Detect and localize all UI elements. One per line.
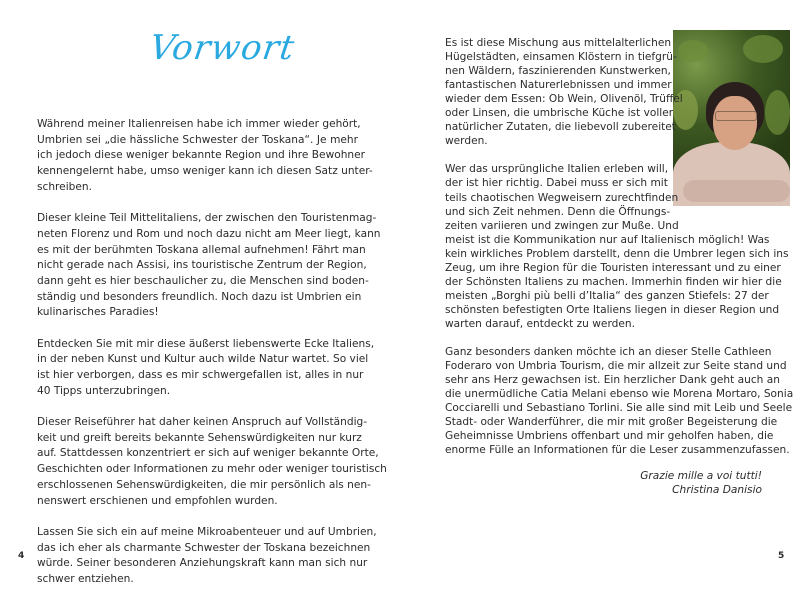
paragraph [37,117,373,195]
text-line: ist hier verborgen, dass es mir schwergefallen ist, alles in nur [37,369,364,381]
text-line: nen Wäldern, faszinierenden Kunstwerken, [445,65,671,78]
text-line: Dieser Reiseführer hat daher keinen Anspruch auf Vollständig- [37,416,368,429]
text-line: Entdecken Sie mit mir diese äußerst liebenswerte Ecke Italiens, [37,337,375,350]
text-line: Umbrien sei „die hässliche Schwester der Toskana“. Je mehr [37,133,358,146]
paragraph [37,211,381,321]
text-line: oder Linsen, die umbrische Küche ist voller [445,107,674,120]
text-line: der Schönsten Italiens zu machen. Immerhin finden wir hier die [445,275,782,288]
text-line: schönsten befestigten Orte Italiens liegen in dieser Region und [445,303,780,316]
text-line: Dieser kleine Teil Mittelitaliens, der zwischen den Touristenmag- [37,212,377,225]
text-line: nicht gerade nach Assisi, ins touristische Zentrum der Region, [37,259,367,272]
text-line: werden. [445,135,488,148]
paragraph [445,162,789,331]
text-line: schreiben. [37,180,92,193]
text-line: Hügelstädten, einsamen Klöstern in tiefgrü- [445,51,677,64]
text-line: fantastischen Naturerlebnissen und immer [445,79,672,92]
text-line: schwer entziehen. [37,572,134,585]
text-line: Wer das ursprüngliche Italien erleben will, [445,163,669,176]
right-text-column [445,36,794,471]
text-line: Geschichten oder Informationen zu mehr oder weniger touristisch [37,463,387,476]
paragraph [445,36,762,148]
text-line: Cocciarelli und Sebastiano Torlini. Sie alle sind mit Leib und Seele [445,402,793,415]
text-line: 40 Tipps unterzubringen. [37,384,171,397]
text-line: Geheimnisse Umbriens offenbart und mir geholfen haben, die [445,430,774,443]
signature-greeting: Grazie mille a voi tutti! [640,470,762,482]
text-line: wieder dem Essen: Ob Wein, Olivenöl, Trüffel [445,93,683,106]
paragraph [445,345,794,457]
text-line: es mit der berühmten Toskana allemal aufnehmen! Fährt man [37,243,366,256]
signature-name: Christina Danisio [672,484,762,496]
text-line: kennengelernt habe, umso weniger kann ich diesen Satz unter- [37,165,373,178]
text-line: erschlossenen Sehenswürdigkeiten, die mir persönlich als nen- [37,478,371,491]
page-number-right: 5 [778,551,785,561]
text-line: Stadt- oder Wanderführer, die mir mit großer Begeisterung die [445,416,778,429]
signature [445,469,762,497]
text-line: der ist hier richtig. Dabei muss er sich mit [445,177,668,190]
text-line: nenswert erschienen und empfohlen wurden. [37,494,278,507]
text-line: Lassen Sie sich ein auf meine Mikroabenteuer und auf Umbrien, [37,525,377,538]
text-line: Während meiner Italienreisen habe ich immer wieder gehört, [37,118,361,130]
right-page [400,0,800,574]
paragraph [37,415,387,509]
chapter-title: Vorwort [147,28,298,68]
left-text-column [37,117,387,603]
text-line: Zeug, um ihre Region für die Touristen interessant und zu einer [445,261,781,274]
text-line: ständig und besonders freundlich. Noch dazu ist Umbrien ein [37,290,362,303]
text-line: kein wirkliches Problem darstellt, denn die Umbrer legen sich ins [445,247,789,260]
text-line: würde. Seiner besonderen Anziehungskraft kann man sich nur [37,557,368,570]
text-line: meist ist die Kommunikation nur auf Italienisch möglich! Was [445,233,770,246]
text-line: in der neben Kunst und Kultur auch wilde Natur wartet. So viel [37,353,369,366]
text-line: Es ist diese Mischung aus mittelalterlichen [445,37,672,49]
text-line: die unermüdliche Catia Melani ebenso wie Morena Mortaro, Sonia [445,388,794,401]
text-line: teils chaotischen Wegweisern zurechtfinden [445,191,679,204]
text-line: ich jedoch diese weniger bekannte Region und ihre Bewohner [37,149,366,162]
text-line: dann geht es hier beschaulicher zu, die Menschen sind boden- [37,274,369,287]
text-line: natürlicher Zutaten, die liebevoll zubereitet [445,121,676,134]
text-line: und sich Zeit nehmen. Denn die Öffnungs- [445,205,671,218]
left-page [0,0,400,585]
text-line: keit und greift bereits bekannte Sehenswürdigkeiten nur kurz [37,431,362,444]
text-line: Ganz besonders danken möchte ich an dieser Stelle Cathleen [445,346,772,359]
text-line: kulinarisches Paradies! [37,306,159,319]
text-line: das ich eher als charmante Schwester der Toskana bezeichnen [37,541,371,554]
paragraph [37,525,377,588]
text-line: meisten „Borghi più belli d’Italia“ des ganzen Stiefels: 27 der [445,289,769,302]
paragraph [37,337,375,400]
text-line: auf. Stattdessen konzentriert er sich auf weniger bekannte Orte, [37,447,379,460]
page-number-left: 4 [18,551,25,561]
text-line: zeiten variieren und zwingen zur Muße. Und [445,219,679,232]
text-line: warten darauf, entdeckt zu werden. [445,317,635,330]
text-line: Foderaro von Umbria Tourism, die mir allzeit zur Seite stand und [445,360,787,373]
text-line: enorme Fülle an Informationen für die Leser zusammenzufassen. [445,444,790,457]
text-line: sehr ans Herz gewachsen ist. Ein herzlicher Dank geht auch an [445,374,780,387]
text-line: neten Florenz und Rom und noch dazu nicht am Meer liegt, kann [37,227,381,240]
